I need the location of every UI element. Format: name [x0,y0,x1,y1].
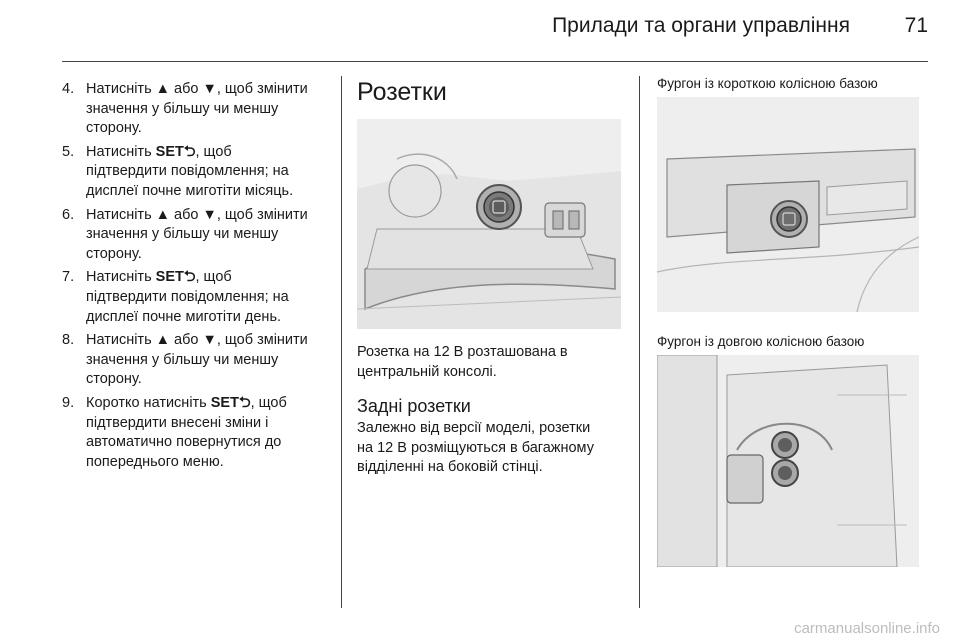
sockets-section [357,76,623,478]
step-line: значення у більшу чи меншу [86,351,279,368]
step-number: 9. [62,394,75,411]
rear-socket-text-line: відділенні на боковій стінці. [357,459,543,476]
step-line: Натисніть ▲ або ▼, щоб змінити [86,81,308,97]
step-line: сторону. [86,371,142,388]
step-line: сторону. [86,245,142,262]
set-button-label: SET⮌ [155,269,196,286]
header-rule [62,61,928,62]
step-text: , щоб [195,269,232,286]
steps-list [62,80,334,476]
rear-socket-text-line: на 12 В розміщуються в багажному [357,439,594,456]
step-text: Коротко натисніть [86,394,211,411]
step-text: Натисніть [86,143,156,160]
short-wheelbase-socket-illustration [657,97,919,312]
step-item [62,394,334,472]
step-item [62,331,334,390]
step-text: Натисніть [86,269,156,286]
column-divider-right [639,76,640,608]
step-line: дисплеї почне миготіти місяць. [86,182,294,199]
socket-text-line: Розетка на 12 В розташована в [357,344,568,360]
step-line: підтвердити внесені зміни і [86,414,269,431]
page-header-title: Прилади та органи управління [552,14,850,37]
set-button-label: SET⮌ [155,143,196,160]
set-button-label: SET⮌ [210,394,251,411]
step-number: 7. [62,269,75,286]
step-number: 8. [62,332,75,349]
socket-text-line: центральній консолі. [357,363,497,380]
step-number: 6. [62,206,75,223]
step-line: Натисніть ▲ або ▼, щоб змінити [86,206,308,223]
watermark: carmanualsonline.info [794,620,940,637]
center-console-socket-illustration [357,119,621,329]
step-line: значення у більшу чи меншу [86,100,279,117]
step-line: сторону. [86,120,142,137]
step-item [62,80,334,139]
step-line: попереднього меню. [86,453,224,470]
step-number: 5. [62,143,75,160]
long-wheelbase-caption: Фургон із довгою колісною базою [657,334,865,349]
short-wheelbase-caption: Фургон із короткою колісною базою [657,76,878,91]
step-text: , щоб [195,143,232,160]
van-figures [657,76,922,567]
step-number: 4. [62,81,75,97]
step-item [62,143,334,202]
section-title: Розетки [357,78,447,106]
column-divider-left [341,76,342,608]
rear-socket-text-line: Залежно від версії моделі, розетки [357,420,591,437]
step-line: дисплеї почне миготіти день. [86,308,282,325]
step-line: підтвердити повідомлення; на [86,163,289,180]
step-line: підтвердити повідомлення; на [86,288,289,305]
step-line: Натисніть ▲ або ▼, щоб змінити [86,332,308,349]
subsection-title: Задні розетки [357,396,471,417]
step-item [62,206,334,265]
step-item [62,268,334,327]
page-number: 71 [904,14,928,37]
step-text: , щоб [250,394,287,411]
long-wheelbase-socket-illustration [657,355,919,567]
step-line: автоматично повернутися до [86,434,282,451]
step-line: значення у більшу чи меншу [86,226,279,243]
